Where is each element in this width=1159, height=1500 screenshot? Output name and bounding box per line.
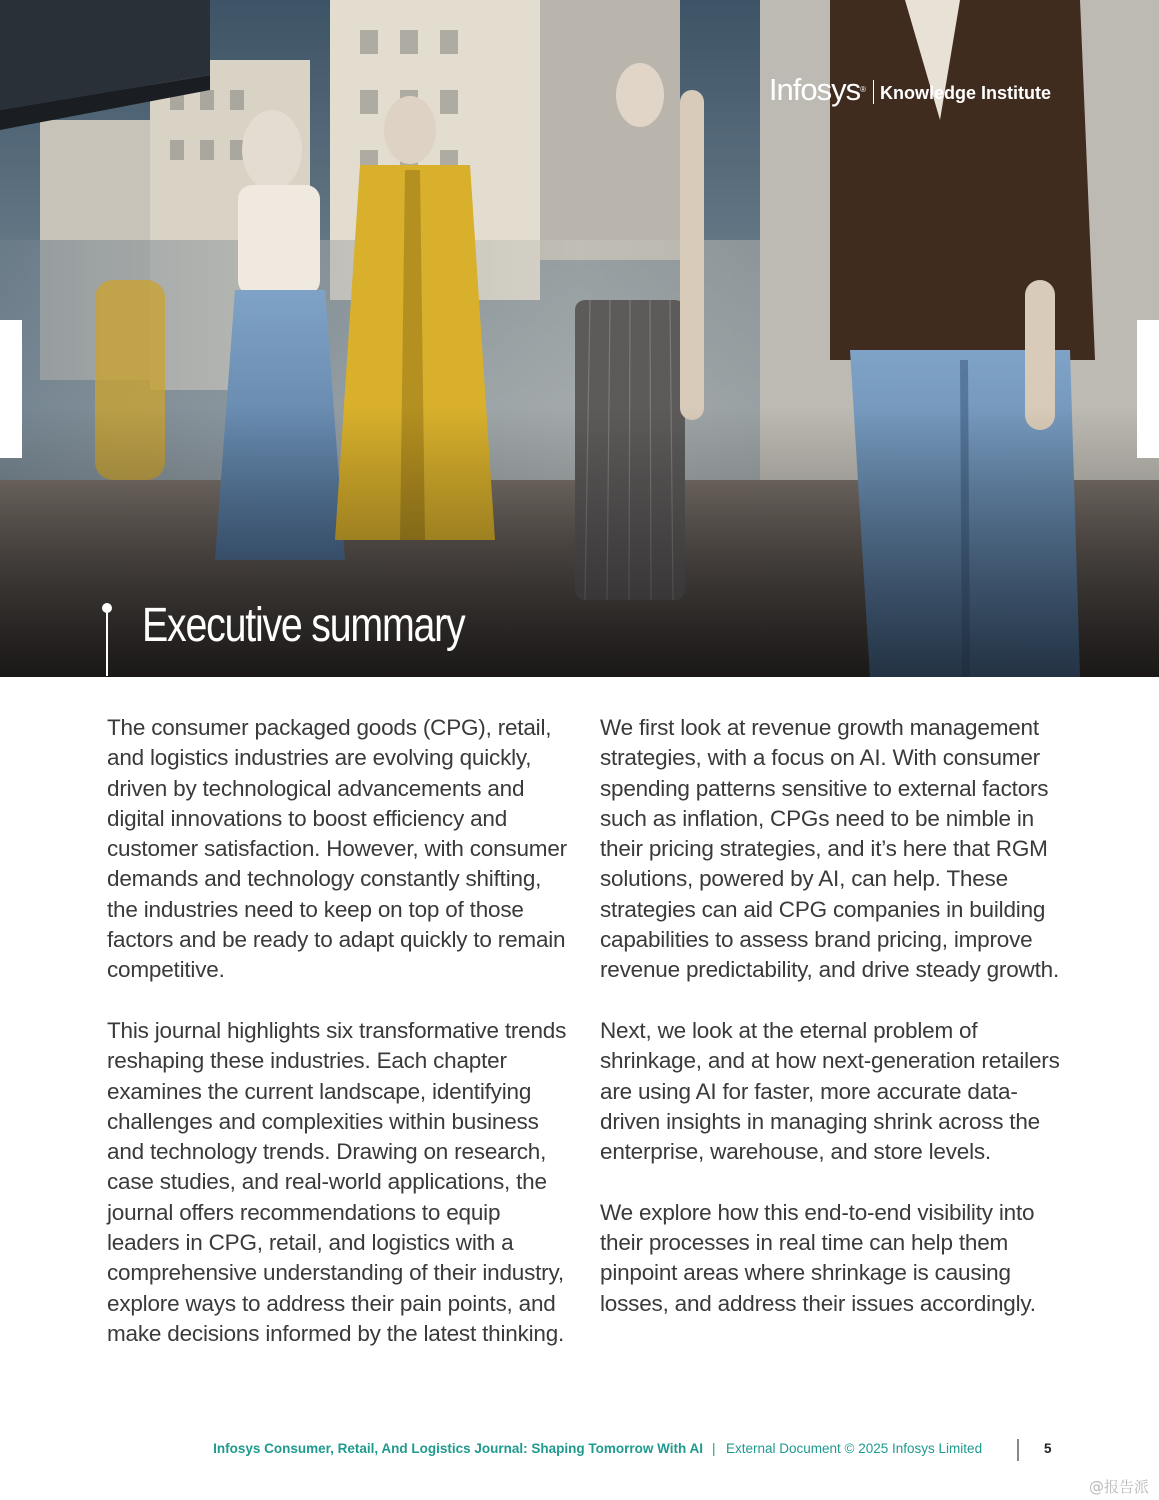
title-marker-rule	[106, 606, 108, 676]
footer-divider-bar	[1017, 1439, 1019, 1461]
page-footer	[0, 1441, 1159, 1461]
paragraph: Next, we look at the eternal problem of shrinkage, and at how next-generation retailers are using AI for faster, more accurate data-driven insights in managing shrink across the enterprise, warehouse, and store levels.	[600, 1017, 1060, 1165]
page-edge-tab-left	[0, 320, 22, 458]
brand-divider	[873, 80, 874, 104]
page-edge-tab-right	[1137, 320, 1159, 458]
footer-copyright: External Document © 2025 Infosys Limited	[726, 1441, 983, 1456]
page-title: Executive summary	[142, 599, 465, 652]
footer-separator: |	[712, 1441, 716, 1456]
brand-logo-wordmark: Infosys®	[768, 72, 865, 107]
body-column-right	[600, 713, 1060, 1349]
body-column-left	[107, 713, 567, 1380]
paragraph: The consumer packaged goods (CPG), retail, and logistics industries are evolving quickly, driven by technological advancements and digital innovations to boost efficiency and customer satisfaction. However, with consumer demands and technology constantly shifting, the industries need to keep on top of those factors and be ready to adapt quickly to remain competitive.	[107, 715, 567, 983]
page-number: 5	[1044, 1441, 1052, 1456]
watermark: @报告派	[1088, 1478, 1149, 1496]
paragraph: We first look at revenue growth management strategies, with a focus on AI. With consumer spending patterns sensitive to external factors such as inflation, CPGs need to be nimble in their pricing strategies, and it’s here that RGM solutions, powered by AI, can help. These strategies can aid CPG companies in building capabilities to assess brand pricing, improve revenue predictability, and drive steady growth.	[600, 715, 1059, 983]
infosys-knowledge-institute-logo	[769, 74, 1051, 106]
hero-image	[0, 0, 1159, 677]
footer-journal-title: Infosys Consumer, Retail, And Logistics Journal: Shaping Tomorrow With AI	[213, 1441, 703, 1456]
paragraph: We explore how this end-to-end visibility into their processes in real time can help them pinpoint areas where shrinkage is causing losses, and address their issues accordingly.	[600, 1199, 1036, 1316]
brand-unit-name: Knowledge Institute	[880, 83, 1051, 103]
paragraph: This journal highlights six transformative trends reshaping these industries. Each chapter examines the current landscape, identifying challenges and complexities within business and technology trends. Drawing on research, case studies, and real-world applications, the journal offers recommendations to equip leaders in CPG, retail, and logistics with a comprehensive understanding of their industry, explore ways to address their pain points, and make decisions informed by the latest thinking.	[107, 1017, 567, 1346]
